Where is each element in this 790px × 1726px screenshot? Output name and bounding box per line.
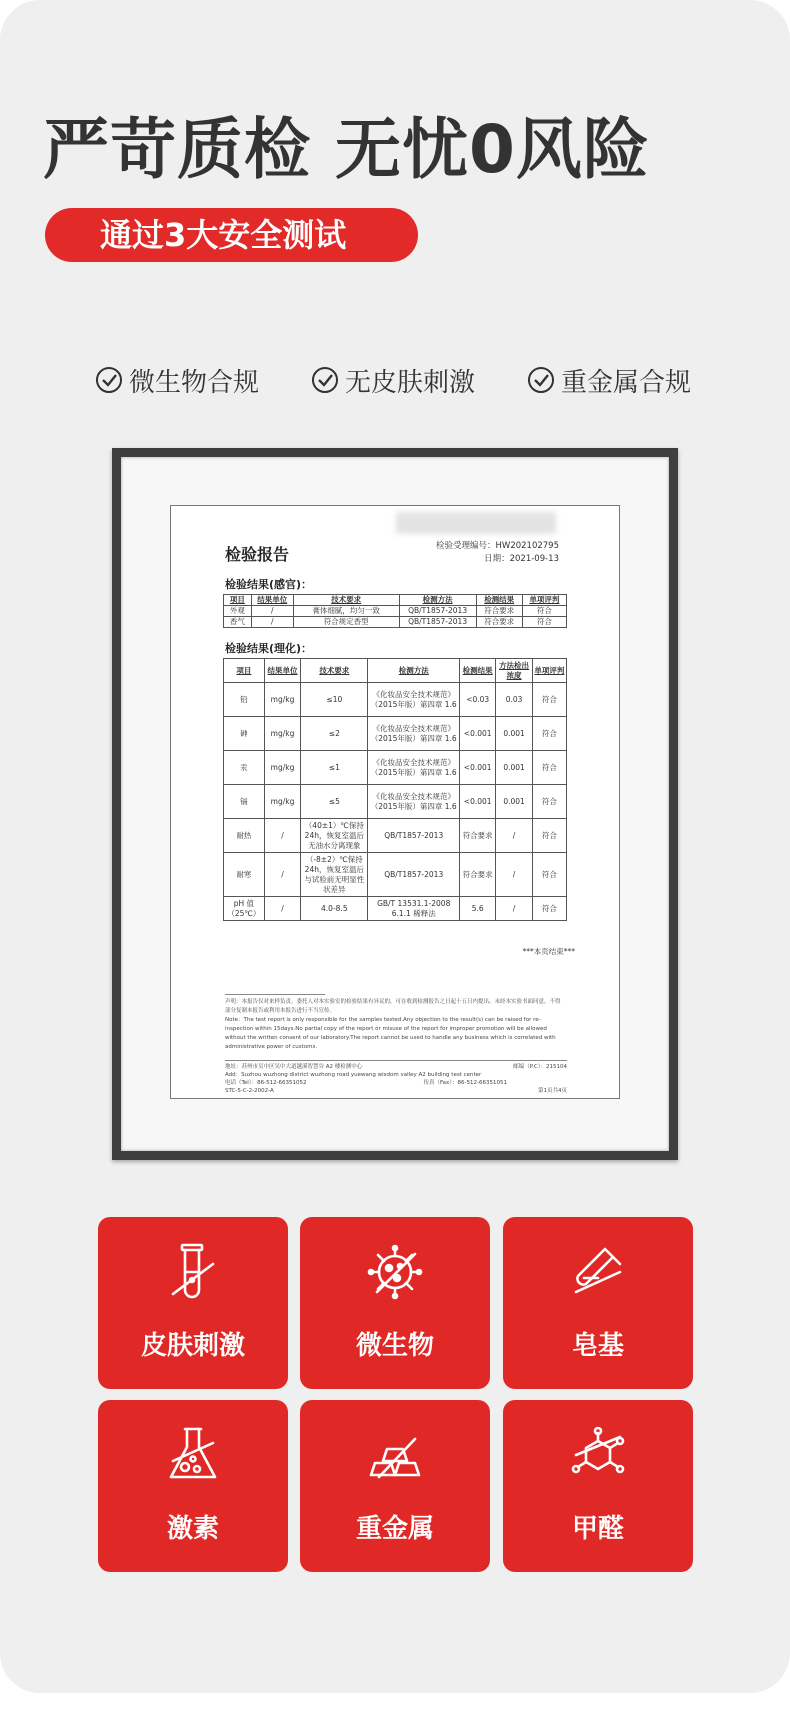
table-cell: 符合要求 — [476, 617, 522, 628]
telephone: 电话（Tel）：86-512-66351052 — [225, 1080, 307, 1086]
header-cell: 检测结果 — [476, 595, 522, 606]
address-en: Add：Suzhou wuzhong district wuzhong road yuewang wisdom valley A2 building test center — [225, 1072, 482, 1078]
table-cell: （40±1）℃保持24h，恢复室温后无油水分离现象 — [301, 819, 368, 853]
report-title: 检验报告 — [225, 545, 290, 564]
table-cell: 符合要求 — [459, 853, 495, 897]
table-row — [224, 819, 567, 853]
check-circle-icon — [95, 366, 123, 394]
inspection-report — [170, 505, 620, 1099]
table-cell: <0.001 — [459, 717, 495, 751]
table-cell: 0.001 — [496, 717, 532, 751]
table-row — [224, 717, 567, 751]
sensory-heading: 检验结果(感官)： — [225, 578, 313, 591]
table-cell: ≤2 — [301, 717, 368, 751]
table-cell: 砷 — [224, 717, 265, 751]
tile-label: 皂基 — [571, 1331, 624, 1361]
table-cell: <0.001 — [459, 785, 495, 819]
report-date: 日期：2021-09-13 — [484, 554, 559, 564]
check-label: 重金属合规 — [561, 367, 692, 398]
table-cell: 符合 — [522, 606, 566, 617]
test-tile-formaldehyde — [503, 1400, 693, 1572]
header-cell: 项目 — [224, 595, 252, 606]
tile-label: 皮肤刺激 — [140, 1331, 245, 1361]
report-frame — [112, 448, 678, 1160]
header-cell: 技术要求 — [293, 595, 399, 606]
table-cell: / — [251, 606, 293, 617]
table-cell: / — [264, 853, 300, 897]
table-cell: 0.03 — [496, 683, 532, 717]
table-cell: 符合 — [522, 617, 566, 628]
table-cell: 《化妆品安全技术规范》（2015年版）第四章 1.6 — [368, 683, 460, 717]
address-cn: 地址：苏州市吴中区吴中大道越溪智慧谷 A2 楼检测中心 — [225, 1064, 363, 1070]
page-title: 严苛质检 无忧0风险 — [43, 111, 650, 188]
frame-mat — [121, 457, 669, 1151]
test-tile-soap-base — [503, 1217, 693, 1389]
table-cell: 4.0-8.5 — [301, 897, 368, 921]
table-cell: 符合规定香型 — [293, 617, 399, 628]
check-label: 微生物合规 — [129, 367, 260, 398]
table-cell: QB/T1857-2013 — [368, 819, 460, 853]
divider — [225, 994, 325, 995]
table-cell: ≤1 — [301, 751, 368, 785]
check-label: 无皮肤刺激 — [345, 367, 476, 398]
table-cell: mg/kg — [264, 717, 300, 751]
check-item-heavy-metal — [527, 360, 691, 400]
test-tile-heavy-metal — [300, 1400, 490, 1572]
report-number: 检验受理编号：HW202102795 — [436, 541, 559, 551]
physchem-heading: 检验结果(理化)： — [225, 642, 313, 655]
table-row — [224, 897, 567, 921]
dropper-icon — [568, 1242, 628, 1302]
table-cell: QB/T1857-2013 — [368, 853, 460, 897]
blurred-stamp — [396, 512, 556, 534]
tile-label: 甲醛 — [571, 1514, 624, 1544]
table-cell: 5.6 — [459, 897, 495, 921]
safety-test-badge: 通过3大安全测试 — [45, 208, 418, 262]
tile-label: 激素 — [166, 1514, 219, 1544]
table-cell: 铅 — [224, 683, 265, 717]
table-row — [224, 683, 567, 717]
header-cell: 结果单位 — [251, 595, 293, 606]
test-tile-microbe — [300, 1217, 490, 1389]
table-cell: mg/kg — [264, 683, 300, 717]
table-cell: 符合 — [532, 683, 566, 717]
report-footer — [225, 1060, 567, 1095]
check-circle-icon — [527, 366, 555, 394]
table-cell: QB/T1857-2013 — [399, 606, 476, 617]
page-end-note: ***本页结束*** — [522, 947, 575, 956]
physchem-table — [223, 658, 567, 921]
compliance-checklist — [0, 360, 790, 400]
header-cell: 方法检出浓度 — [496, 659, 532, 683]
table-cell: 膏体细腻，均匀一致 — [293, 606, 399, 617]
doc-code: STC-5-C-2-2002-A — [225, 1088, 274, 1094]
table-cell: 《化妆品安全技术规范》（2015年版）第四章 1.6 — [368, 751, 460, 785]
table-cell: 外观 — [224, 606, 252, 617]
table-row — [224, 606, 567, 617]
table-cell: / — [264, 819, 300, 853]
fax: 传真（Fax）：86-512-66351051 — [423, 1080, 507, 1086]
page-number: 第1页共4页 — [538, 1088, 567, 1094]
table-cell: 符合 — [532, 853, 566, 897]
table-cell: <0.03 — [459, 683, 495, 717]
tile-label: 微生物 — [355, 1331, 434, 1361]
table-cell: 符合 — [532, 785, 566, 819]
table-cell: 汞 — [224, 751, 265, 785]
table-row — [224, 853, 567, 897]
table-cell: mg/kg — [264, 751, 300, 785]
table-cell: 0.001 — [496, 751, 532, 785]
table-cell: / — [264, 897, 300, 921]
check-circle-icon — [311, 366, 339, 394]
table-cell: 镉 — [224, 785, 265, 819]
header-cell: 结果单位 — [264, 659, 300, 683]
table-cell: QB/T1857-2013 — [399, 617, 476, 628]
table-cell: 耐热 — [224, 819, 265, 853]
table-row — [224, 617, 567, 628]
header-cell: 项目 — [224, 659, 265, 683]
molecule-icon — [568, 1425, 628, 1485]
metal-bars-icon — [365, 1425, 425, 1485]
check-item-microbe — [95, 360, 259, 400]
report-meta — [436, 540, 559, 566]
table-cell: 《化妆品安全技术规范》（2015年版）第四章 1.6 — [368, 717, 460, 751]
note-english: Note：The test report is only responsible for the samples tested.Any objection to the result(s) can be raised for re-inspection within 15days.No partial copy of the report or misuse of the report for improper promotion will be allowed without the written consent of our laboratory.The report cannot be used to handle any business which is correlated with administrative power of customs. — [225, 1017, 556, 1050]
header-cell: 技术要求 — [301, 659, 368, 683]
table-cell: 符合 — [532, 751, 566, 785]
table-cell: / — [496, 819, 532, 853]
test-tile-hormone — [98, 1400, 288, 1572]
table-cell: 0.001 — [496, 785, 532, 819]
table-header-row — [224, 595, 567, 606]
table-header-row — [224, 659, 567, 683]
report-notes — [225, 994, 565, 1052]
table-cell: 符合 — [532, 819, 566, 853]
table-cell: 符合 — [532, 717, 566, 751]
header-cell: 检测方法 — [368, 659, 460, 683]
test-tile-skin-irritation — [98, 1217, 288, 1389]
table-cell: / — [496, 897, 532, 921]
table-cell: GB/T 13531.1-2008 6.1.1 稀释法 — [368, 897, 460, 921]
table-cell: ≤10 — [301, 683, 368, 717]
table-cell: （-8±2）℃保持24h，恢复室温后与试验前无明显性状差异 — [301, 853, 368, 897]
flask-icon — [163, 1425, 223, 1485]
table-cell: / — [496, 853, 532, 897]
note-chinese: 声明：本报告仅对来样负责。委托人对本实验室的检验结果有异议的，可在收到检测报告之日起十五日内提出。未经本实验书面同意，不得部分复制本报告或利用本报告进行不当宣传。 — [225, 999, 561, 1014]
table-cell: / — [251, 617, 293, 628]
table-cell: pH 值（25℃） — [224, 897, 265, 921]
table-cell: ≤5 — [301, 785, 368, 819]
table-row — [224, 785, 567, 819]
table-cell: 符合 — [532, 897, 566, 921]
table-cell: 符合要求 — [459, 819, 495, 853]
table-cell: <0.001 — [459, 751, 495, 785]
table-cell: 耐寒 — [224, 853, 265, 897]
table-cell: 香气 — [224, 617, 252, 628]
microbe-icon — [365, 1242, 425, 1302]
table-cell: 符合要求 — [476, 606, 522, 617]
postcode: 邮编（P.C）：215104 — [513, 1064, 567, 1070]
header-cell: 单项评判 — [532, 659, 566, 683]
header-cell: 单项评判 — [522, 595, 566, 606]
header-cell: 检测结果 — [459, 659, 495, 683]
table-cell: mg/kg — [264, 785, 300, 819]
tile-label: 重金属 — [355, 1514, 434, 1544]
header-cell: 检测方法 — [399, 595, 476, 606]
check-item-skin — [311, 360, 475, 400]
test-tube-icon — [163, 1242, 223, 1302]
table-row — [224, 751, 567, 785]
table-cell: 《化妆品安全技术规范》（2015年版）第四章 1.6 — [368, 785, 460, 819]
sensory-table — [223, 594, 567, 628]
